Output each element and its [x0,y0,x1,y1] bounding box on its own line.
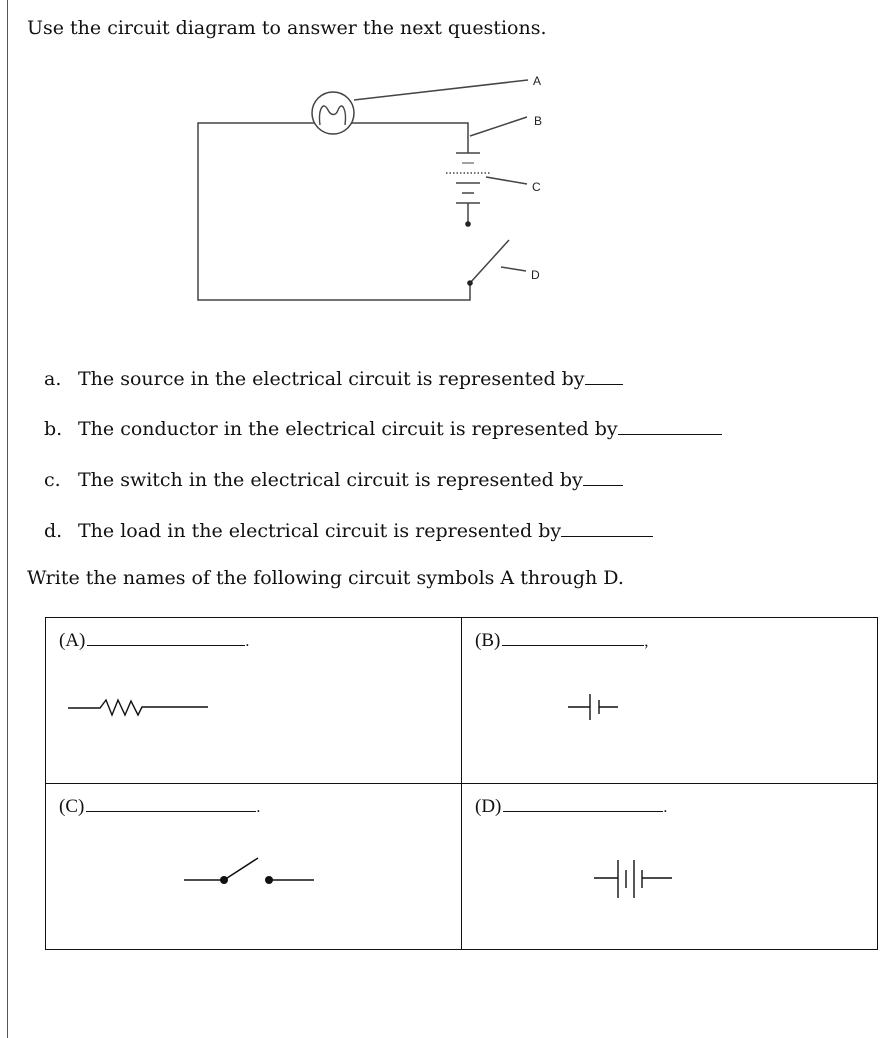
answer-blank-b[interactable] [618,416,722,435]
question-letter: a. [44,368,62,390]
symbol-label: (B) [475,630,501,651]
label-a: A [533,74,542,88]
answer-blank-symbol-b[interactable] [502,628,644,646]
answer-blank-symbol-a[interactable] [87,628,245,646]
question-d [44,518,653,542]
symbol-cell-a: (A) . [46,618,462,784]
symbol-label: (D) [475,796,502,817]
question-c [44,467,623,491]
question-a [44,366,623,390]
intro-text: Use the circuit diagram to answer the next questions. [27,17,547,39]
switch-icon [184,856,324,890]
symbol-cell-d: (D) . [462,784,878,950]
symbol-cell-b: (B) , [462,618,878,784]
resistor-icon [68,698,218,722]
wire-top-left [198,123,470,300]
answer-blank-symbol-d[interactable] [503,794,663,812]
question-text: The conductor in the electrical circuit is represented by [78,418,618,440]
question-b [44,416,722,440]
bulb-icon [312,92,354,134]
question-text: The load in the electrical circuit is represented by [78,520,562,542]
answer-blank-c[interactable] [583,467,623,486]
label-d: D [531,268,540,282]
switch-lever [470,240,509,283]
question-letter: c. [44,469,61,491]
battery-icon [594,856,684,906]
answer-blank-symbol-c[interactable] [86,794,256,812]
answer-blank-d[interactable] [561,518,653,537]
question-letter: d. [44,520,63,542]
symbol-cell-c: (C) . [46,784,462,950]
bulb-filament [320,106,346,125]
symbol-label: (C) [59,796,85,817]
circuit-diagram [190,70,570,310]
symbols-table [45,617,878,950]
cell-icon [568,692,628,722]
instruction-text: Write the names of the following circuit symbols A through D. [27,567,624,589]
question-text: The switch in the electrical circuit is represented by [78,469,583,491]
symbol-label: (A) [59,630,86,651]
label-c: C [532,180,541,194]
question-text: The source in the electrical circuit is represented by [78,368,585,390]
label-b: B [534,114,543,128]
wire-top-right [351,123,468,153]
answer-blank-a[interactable] [585,366,623,385]
question-letter: b. [44,418,63,440]
